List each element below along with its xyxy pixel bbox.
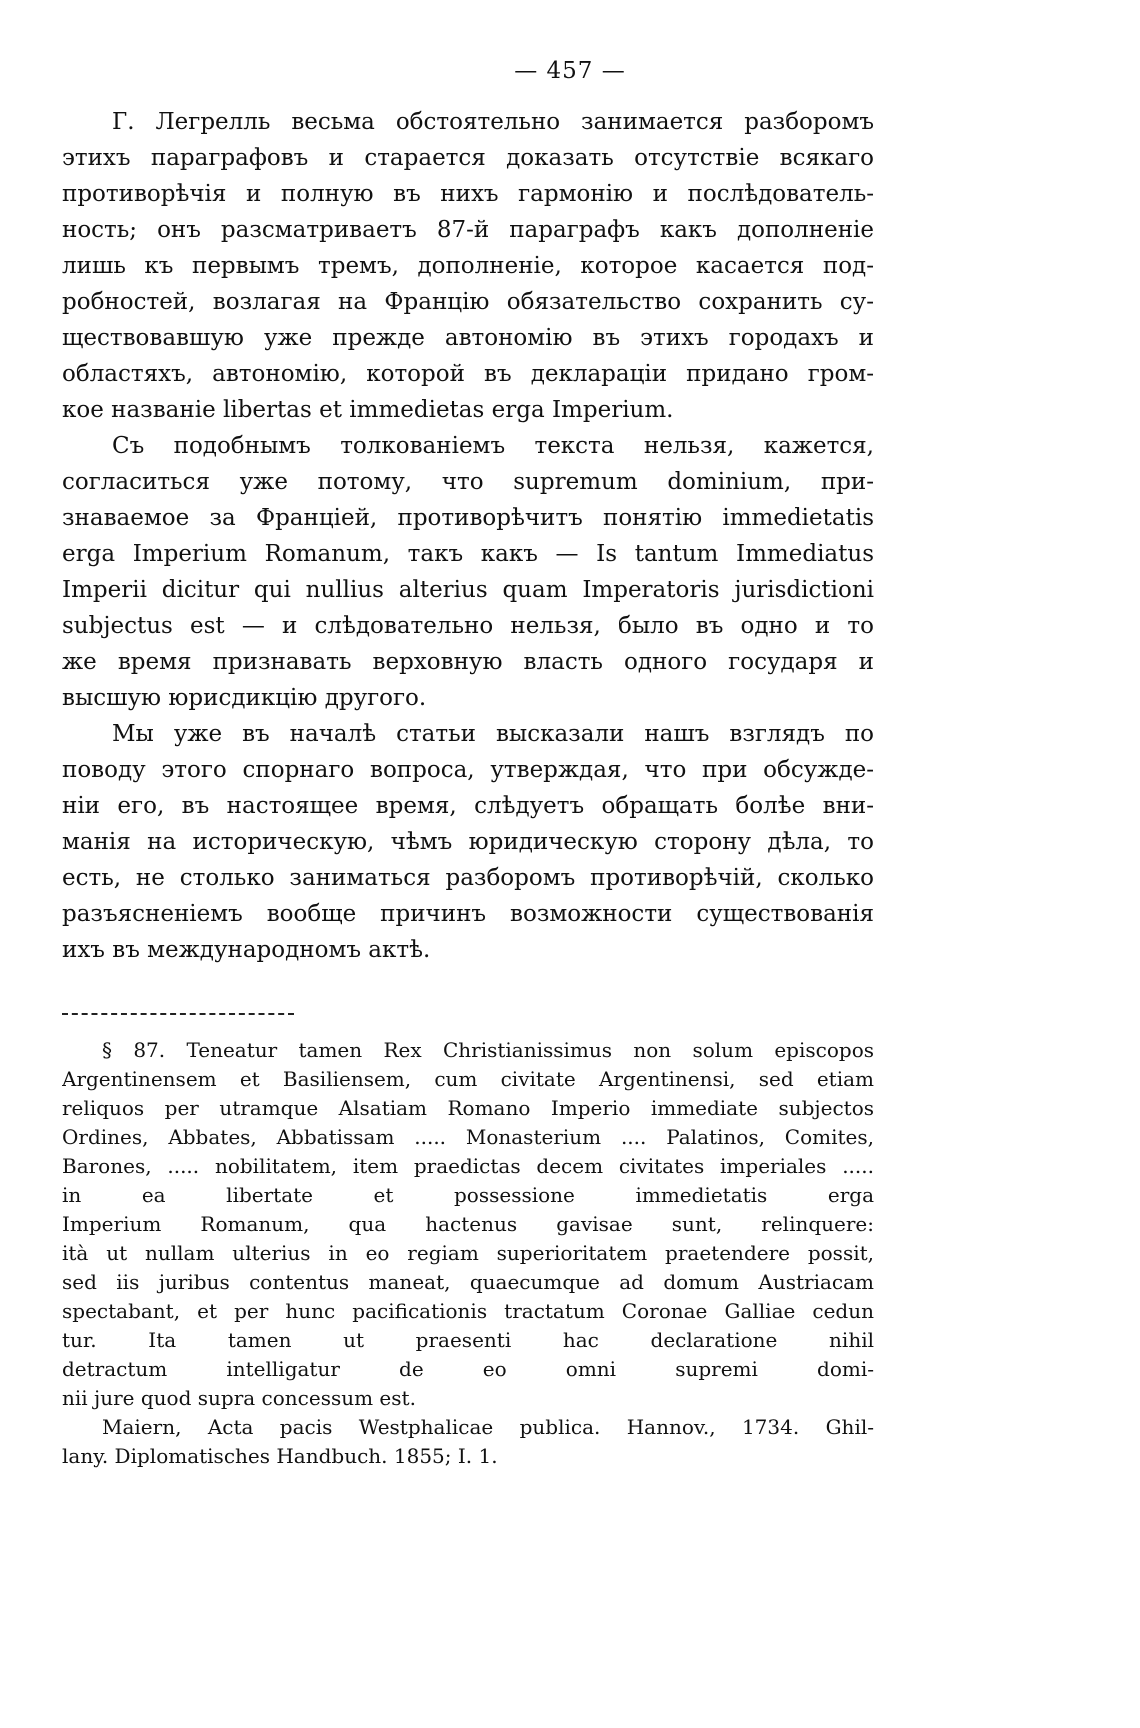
footnote-line: Argentinensem et Basiliensem, cum civitate Argentinensi, sed etiam [62, 1067, 874, 1091]
footnote-citation-line: lany. Diplomatisches Handbuch. 1855; I. 1. [62, 1444, 498, 1468]
text-line: Мы уже въ началѣ статьи высказали нашъ взглядъ по [112, 721, 874, 747]
text-line: согласиться уже потому, что supremum dominium, при- [62, 469, 874, 495]
text-line: поводу этого спорнаго вопроса, утверждая, что при обсужде- [62, 757, 874, 783]
text-line: областяхъ, автономію, которой въ деклараціи придано гром- [62, 361, 874, 387]
text-line: Imperii dicitur qui nullius alterius quam Imperatoris jurisdictioni [62, 577, 874, 603]
text-line: этихъ параграфовъ и старается доказать отсутствіе всякаго [62, 145, 874, 171]
text-line: манія на историческую, чѣмъ юридическую сторону дѣла, то [62, 829, 874, 855]
footnote-line: tur. Ita tamen ut praesenti hac declaratione nihil [62, 1328, 874, 1352]
text-line: кое названіе libertas et immedietas erga Imperium. [62, 397, 674, 423]
footnote-divider [62, 1013, 294, 1015]
text-line: разъясненіемъ вообще причинъ возможности существованія [62, 901, 874, 927]
footnote-citation-line: Maiern, Acta pacis Westphalicae publica. Hannov., 1734. Ghil- [102, 1415, 874, 1439]
text-line: erga Imperium Romanum, такъ какъ — Is tantum Immediatus [62, 541, 874, 567]
text-line: есть, не столько заниматься разборомъ противорѣчій, сколько [62, 865, 874, 891]
footnote-line: reliquos per utramque Alsatiam Romano Imperio immediate subjectos [62, 1096, 874, 1120]
text-line: Г. Легрелль весьма обстоятельно занимается разборомъ [112, 109, 874, 135]
text-line: же время признавать верховную власть одного государя и [62, 649, 874, 675]
main-text [62, 104, 874, 968]
footnote-line: detractum intelligatur de eo omni supremi domi- [62, 1357, 874, 1381]
footnote-line: ità ut nullam ulterius in eo regiam superioritatem praetendere possit, [62, 1241, 874, 1265]
text-line: ихъ въ международномъ актѣ. [62, 937, 431, 963]
text-line: ніи его, въ настоящее время, слѣдуетъ обращать болѣе вни- [62, 793, 874, 819]
page-number: — 457 — [514, 58, 626, 84]
text-line: робностей, возлагая на Францію обязательство сохранить су- [62, 289, 874, 315]
footnote-line: in ea libertate et possessione immedietatis erga [62, 1183, 874, 1207]
footnotes [62, 1036, 874, 1471]
footnote-line: nii jure quod supra concessum est. [62, 1386, 416, 1410]
footnote-line: Ordines, Abbates, Abbatissam ..... Monasterium .... Palatinos, Comites, [62, 1125, 874, 1149]
footnote-line: sed iis juribus contentus maneat, quaecumque ad domum Austriacam [62, 1270, 874, 1294]
text-line: ществовавшую уже прежде автономію въ этихъ городахъ и [62, 325, 874, 351]
text-line: ность; онъ разсматриваетъ 87-й параграфъ какъ дополненіе [62, 217, 874, 243]
footnote-line: Barones, ..... nobilitatem, item praedictas decem civitates imperiales ..... [62, 1154, 874, 1178]
text-line: знаваемое за Франціей, противорѣчитъ понятію immedietatis [62, 505, 874, 531]
text-line: Съ подобнымъ толкованіемъ текста нельзя, кажется, [112, 433, 874, 459]
text-line: высшую юрисдикцію другого. [62, 685, 427, 711]
footnote-line: Imperium Romanum, qua hactenus gavisae sunt, relinquere: [62, 1212, 874, 1236]
text-line: subjectus est — и слѣдовательно нельзя, было въ одно и то [62, 613, 874, 639]
text-line: противорѣчія и полную въ нихъ гармонію и послѣдователь- [62, 181, 874, 207]
text-line: лишь къ первымъ тремъ, дополненіе, которое касается под- [62, 253, 874, 279]
footnote-line: § 87. Teneatur tamen Rex Christianissimus non solum episcopos [102, 1038, 874, 1062]
footnote-line: spectabant, et per hunc pacificationis tractatum Coronae Galliae cedun [62, 1299, 874, 1323]
